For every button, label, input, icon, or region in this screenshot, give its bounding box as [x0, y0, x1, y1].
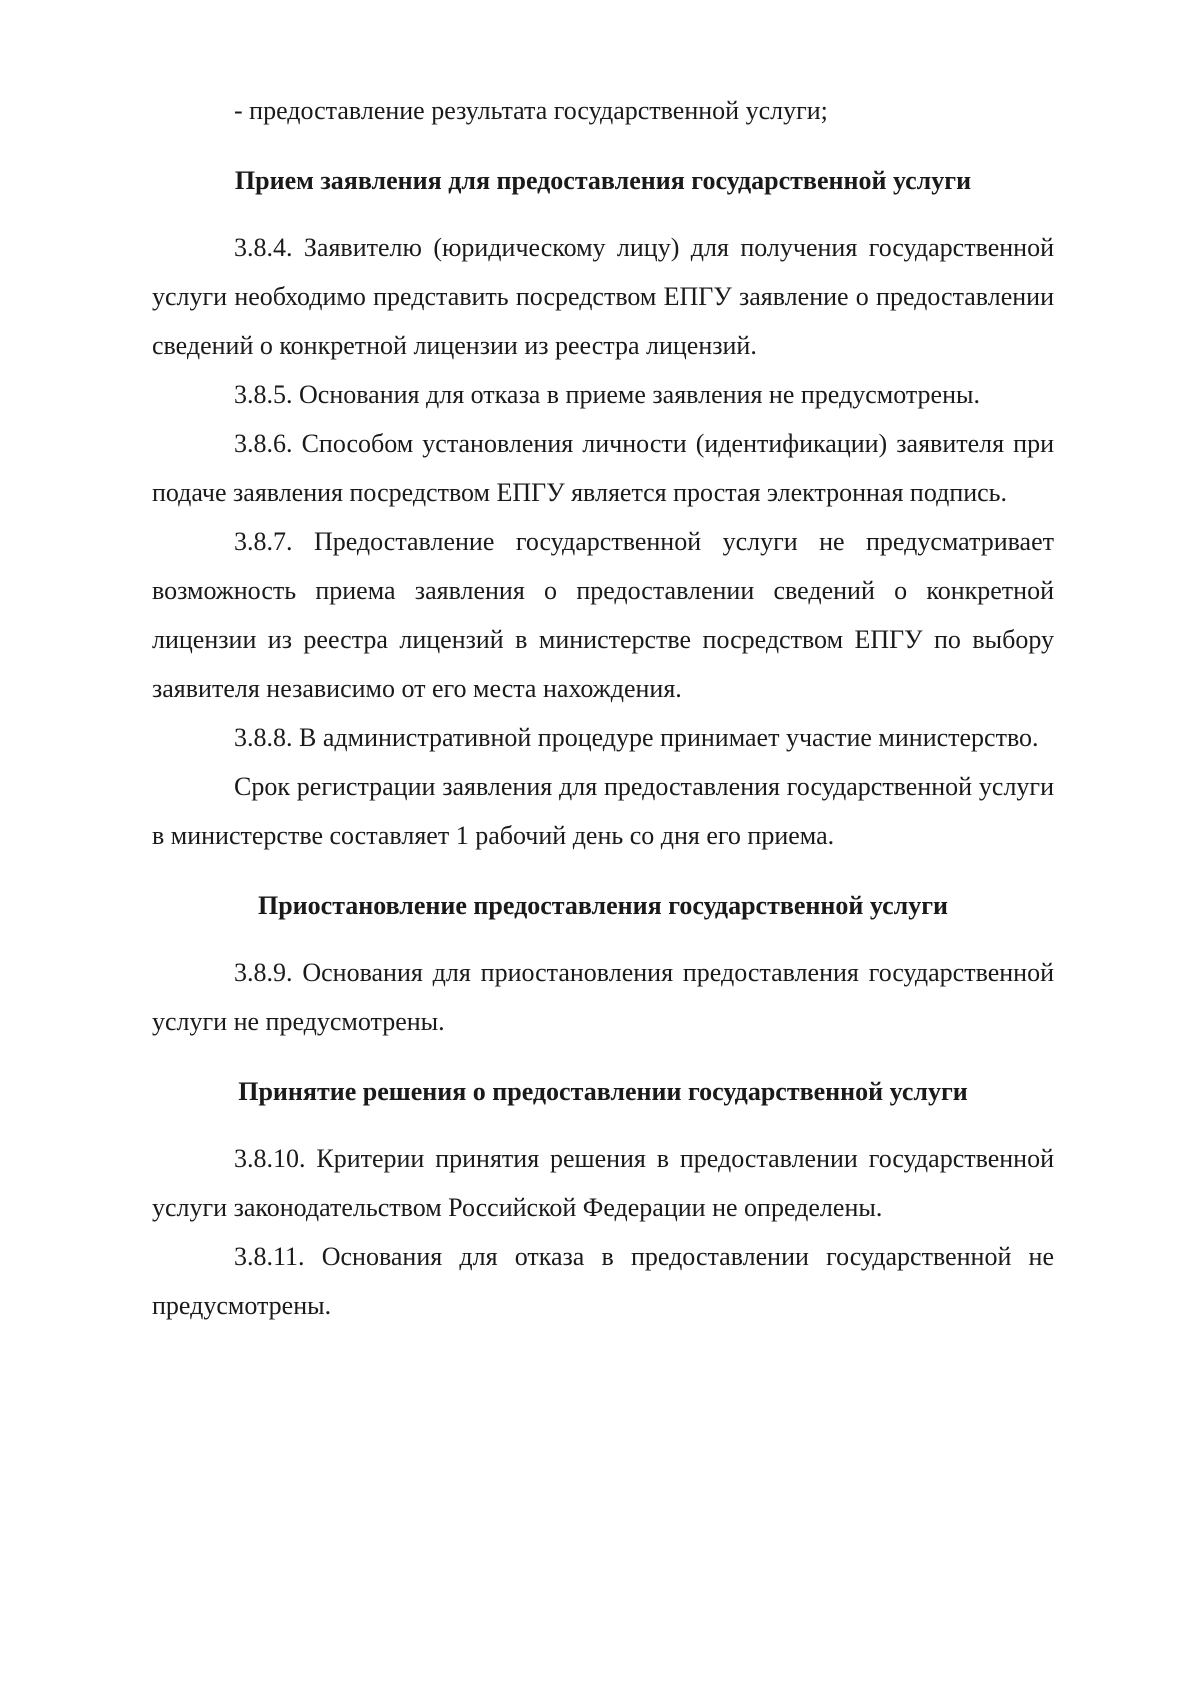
paragraph-3-8-8: 3.8.8. В административной процедуре принимает участие министерство.: [234, 723, 1039, 752]
section-heading-decision: Принятие решения о предоставлении государственной услуги: [238, 1077, 968, 1106]
section-heading-suspension: Приостановление предоставления государственной услуги: [257, 891, 948, 920]
paragraph-3-8-9: 3.8.9. Основания для приостановления предоставления государственной услуги не предусмотрены.: [152, 958, 1054, 1036]
paragraph-3-8-5: 3.8.5. Основания для отказа в приеме заявления не предусмотрены.: [234, 380, 980, 409]
paragraph-3-8-7: 3.8.7. Предоставление государственной услуги не предусматривает возможность приема заявления о предоставлении сведений о конкретной лицензии из реестра лицензий в министерстве посредством ЕПГУ по выбору заявителя независимо от его места нахождения.: [152, 527, 1054, 703]
document-body: [152, 86, 1054, 1330]
paragraph-3-8-10: 3.8.10. Критерии принятия решения в предоставлении государственной услуги законодательством Российской Федерации не определены.: [152, 1144, 1054, 1222]
intro-line: - предоставление результата государственной услуги;: [234, 96, 828, 125]
paragraph-3-8-4: 3.8.4. Заявителю (юридическому лицу) для получения государственной услуги необходимо представить посредством ЕПГУ заявление о предоставлении сведений о конкретной лицензии из реестра лицензий.: [152, 233, 1054, 360]
paragraph-registration-term: Срок регистрации заявления для предоставления государственной услуги в министерстве составляет 1 рабочий день со дня его приема.: [152, 772, 1054, 850]
paragraph-3-8-6: 3.8.6. Способом установления личности (идентификации) заявителя при подаче заявления посредством ЕПГУ является простая электронная подпись.: [152, 429, 1054, 507]
section-heading-reception: Прием заявления для предоставления государственной услуги: [234, 166, 972, 195]
paragraph-3-8-11: 3.8.11. Основания для отказа в предоставлении государственной не предусмотрены.: [152, 1242, 1054, 1320]
